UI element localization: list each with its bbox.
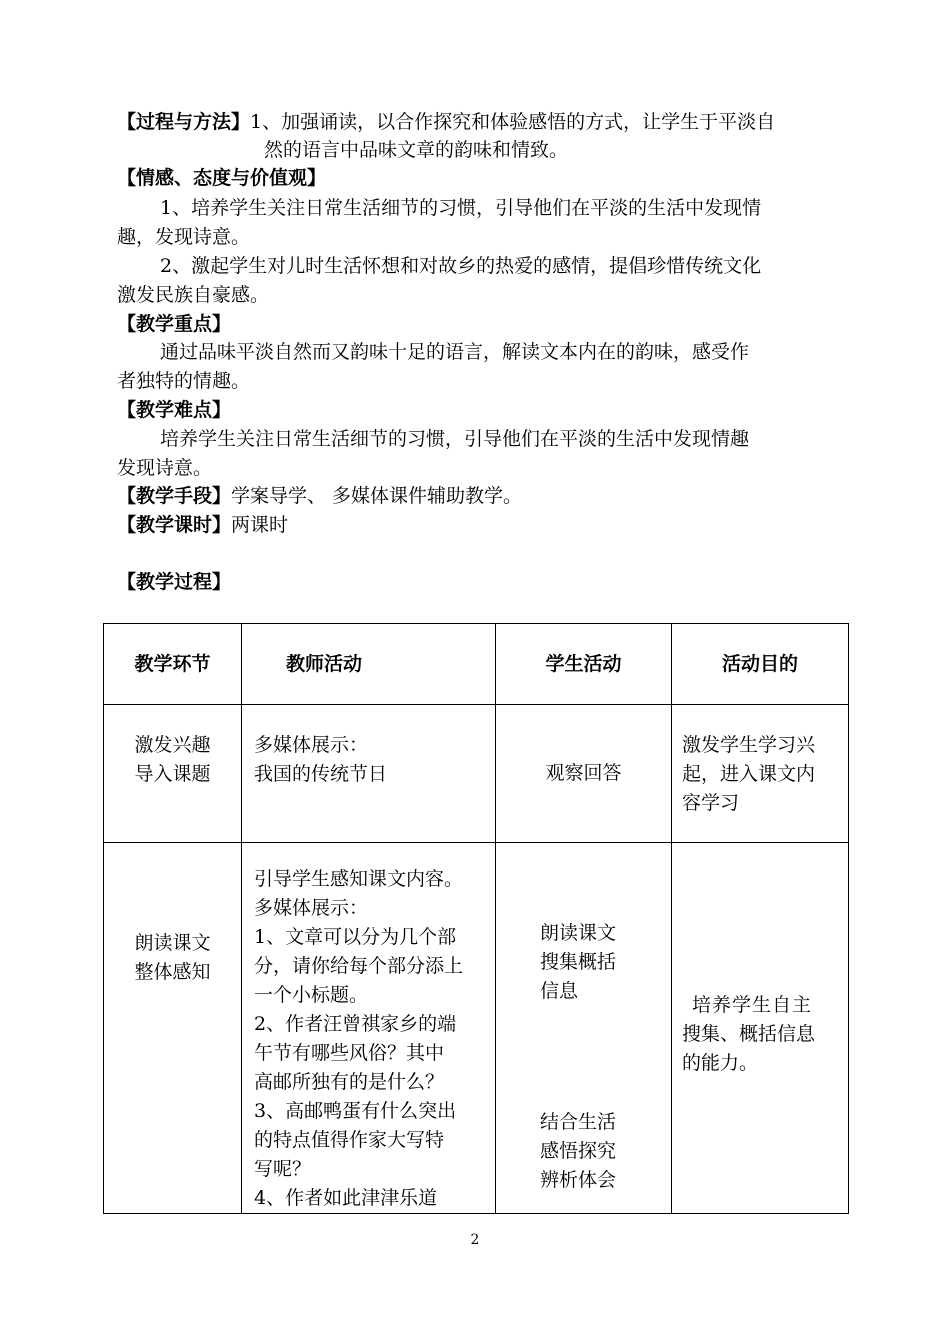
process-method-text-2: 然的语言中品味文章的韵味和情致。 [264, 139, 569, 161]
hours-text: 两课时 [231, 514, 289, 536]
row1-student-line: 观察回答 [545, 762, 622, 784]
row2-teacher-line: 一个小标题。 [254, 984, 369, 1006]
row2-stage-line: 整体感知 [134, 961, 211, 983]
row1-purpose-line: 起，进入课文内 [682, 763, 816, 785]
row2-teacher-line: 多媒体展示： [254, 897, 369, 919]
process-method-label: 【过程与方法】 [117, 111, 251, 133]
row2-purpose [672, 843, 849, 1214]
emotion-p2-line1: 2、激起学生对儿时生活怀想和对故乡的热爱的感情，提倡珍惜传统文化 [160, 255, 762, 277]
table-row [104, 843, 849, 1214]
hours-label: 【教学课时】 [117, 514, 232, 536]
process-method-text-1: 1、加强诵读，以合作探究和体验感悟的方式，让学生于平淡自 [250, 111, 776, 133]
table-row [104, 705, 849, 843]
row2-teacher-line: 引导学生感知课文内容。 [254, 868, 464, 890]
row2-teacher-line: 1、文章可以分为几个部 [254, 926, 457, 948]
row2-teacher-line: 3、高邮鸭蛋有什么突出 [254, 1100, 457, 1122]
header-teacher: 教师活动 [242, 624, 496, 705]
row2-teacher-line: 写呢？ [254, 1158, 312, 1180]
header-stage: 教学环节 [104, 624, 242, 705]
emotion-p1-line2: 趣，发现诗意。 [117, 226, 251, 248]
table-header-row [104, 624, 849, 705]
key-point-line1: 通过品味平淡自然而又韵味十足的语言，解读文本内在的韵味，感受作 [160, 341, 750, 363]
means-line [117, 482, 522, 510]
row1-purpose-line: 容学习 [682, 792, 740, 814]
emotion-p2-line2: 激发民族自豪感。 [117, 284, 270, 306]
row2-purpose-line: 的能力。 [682, 1052, 759, 1074]
row2-stage [104, 843, 242, 1214]
key-point-label: 【教学重点】 [117, 313, 232, 335]
row2-purpose-line: 培养学生自主 [692, 994, 813, 1016]
process-title: 【教学过程】 [117, 571, 232, 593]
means-label: 【教学手段】 [117, 485, 232, 507]
header-purpose: 活动目的 [672, 624, 849, 705]
process-method-line [117, 108, 775, 136]
row2-student-line: 信息 [540, 980, 579, 1002]
row2-student-line: 搜集概括 [540, 951, 617, 973]
row2-purpose-line: 搜集、概括信息 [682, 1023, 816, 1045]
row2-teacher-line: 高邮所独有的是什么？ [254, 1071, 445, 1093]
row1-teacher-line: 多媒体展示： [254, 734, 369, 756]
difficulty-line1: 培养学生关注日常生活细节的习惯，引导他们在平淡的生活中发现情趣 [160, 428, 750, 450]
row1-stage-line: 导入课题 [134, 763, 211, 785]
row2-student-line: 辨析体会 [540, 1169, 617, 1191]
row1-purpose [672, 705, 849, 843]
row2-student-line: 感悟探究 [540, 1140, 617, 1162]
hours-line [117, 511, 288, 539]
page-number: 2 [470, 1232, 480, 1248]
row2-student [496, 843, 672, 1214]
row2-teacher-line: 的特点值得作家大写特 [254, 1129, 445, 1151]
row2-stage-line: 朗读课文 [134, 932, 211, 954]
header-student: 学生活动 [496, 624, 672, 705]
row2-student-gap [540, 1006, 671, 1108]
row2-teacher-line: 4、作者如此津津乐道 [254, 1187, 438, 1209]
row1-student [496, 705, 672, 843]
row1-teacher [242, 705, 496, 843]
teaching-process-table [103, 623, 849, 1214]
emotion-p1-line1: 1、培养学生关注日常生活细节的习惯，引导他们在平淡的生活中发现情 [160, 197, 762, 219]
row2-student-line: 朗读课文 [540, 922, 617, 944]
row1-stage-line: 激发兴趣 [134, 734, 211, 756]
row1-stage [104, 705, 242, 843]
difficulty-label: 【教学难点】 [117, 399, 232, 421]
row2-teacher-line: 2、作者汪曾祺家乡的端 [254, 1013, 457, 1035]
key-point-line2: 者独特的情趣。 [117, 370, 251, 392]
row2-student-line: 结合生活 [540, 1111, 617, 1133]
row2-teacher [242, 843, 496, 1214]
row2-teacher-line: 午节有哪些风俗？其中 [254, 1042, 445, 1064]
row2-teacher-line: 分，请你给每个部分添上 [254, 955, 464, 977]
means-text: 学案导学、 多媒体课件辅助教学。 [231, 485, 523, 507]
row1-purpose-line: 激发学生学习兴 [682, 734, 816, 756]
row1-teacher-line: 我国的传统节日 [254, 763, 388, 785]
difficulty-line2: 发现诗意。 [117, 457, 213, 479]
emotion-label: 【情感、态度与价值观】 [117, 167, 327, 189]
